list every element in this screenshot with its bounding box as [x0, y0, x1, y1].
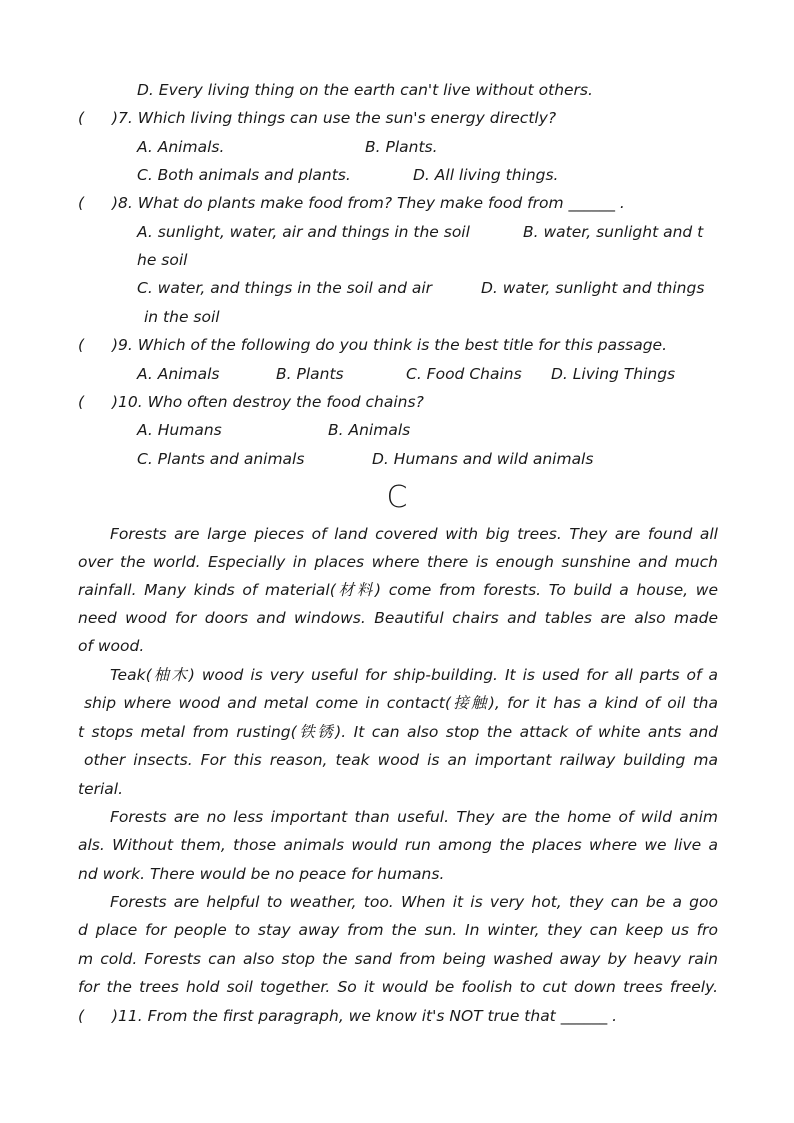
answer-blank-10[interactable]: ( — [78, 393, 85, 411]
section-title: C — [386, 480, 408, 515]
question-9-option-a: A. Animals — [137, 365, 220, 383]
question-8-option-b-cont: he soil — [137, 251, 188, 269]
passage-line: m cold. Forests can also stop the sand from being washed away by heavy rain — [78, 950, 718, 968]
question-7-option-b: B. Plants. — [365, 138, 438, 156]
question-9-option-d: D. Living Things — [551, 365, 676, 383]
passage-line: rainfall. Many kinds of material(材料) come from forests. To build a house, we — [78, 581, 718, 599]
passage-line: nd work. There would be no peace for humans. — [78, 865, 445, 883]
passage-line: Forests are no less important than useful. They are the home of wild anim — [110, 808, 718, 826]
question-8-option-a: A. sunlight, water, air and things in the soil — [137, 223, 470, 241]
question-8-option-d-cont: in the soil — [144, 308, 220, 326]
passage-line: for the trees hold soil together. So it would be foolish to cut down trees freely. — [78, 978, 718, 996]
question-10-option-b: B. Animals — [328, 421, 411, 439]
question-7-option-c: C. Both animals and plants. — [137, 166, 351, 184]
passage-line: other insects. For this reason, teak wood is an important railway building ma — [84, 751, 718, 769]
question-6-option-d: D. Every living thing on the earth can't live without others. — [137, 81, 593, 99]
answer-blank-9[interactable]: ( — [78, 336, 85, 354]
question-8-stem: )8. What do plants make food from? They make food from ______ . — [112, 194, 625, 212]
passage-line: als. Without them, those animals would run among the places where we live a — [78, 836, 718, 854]
passage-line: t stops metal from rusting(铁锈). It can also stop the attack of white ants and — [78, 723, 718, 741]
question-11-stem: )11. From the first paragraph, we know it's NOT true that ______ . — [112, 1007, 618, 1025]
question-9-option-b: B. Plants — [276, 365, 344, 383]
passage-line: Teak(柚木) wood is very useful for ship-building. It is used for all parts of a — [110, 666, 718, 684]
question-9-option-c: C. Food Chains — [406, 365, 522, 383]
passage-line: terial. — [78, 780, 124, 798]
answer-blank-7[interactable]: ( — [78, 109, 85, 127]
answer-blank-8[interactable]: ( — [78, 194, 85, 212]
question-10-option-d: D. Humans and wild animals — [372, 450, 594, 468]
passage-line: d place for people to stay away from the sun. In winter, they can keep us fro — [78, 921, 718, 939]
question-8-option-b: B. water, sunlight and t — [523, 223, 704, 241]
question-10-option-a: A. Humans — [137, 421, 222, 439]
passage-line: of wood. — [78, 637, 145, 655]
question-7-option-d: D. All living things. — [413, 166, 559, 184]
question-7-stem: )7. Which living things can use the sun's energy directly? — [112, 109, 557, 127]
question-10-option-c: C. Plants and animals — [137, 450, 305, 468]
passage-line: Forests are large pieces of land covered with big trees. They are found all — [110, 525, 718, 543]
answer-blank-11[interactable]: ( — [78, 1007, 85, 1025]
question-7-option-a: A. Animals. — [137, 138, 225, 156]
question-8-option-c: C. water, and things in the soil and air — [137, 279, 433, 297]
question-10-stem: )10. Who often destroy the food chains? — [112, 393, 424, 411]
passage-line: need wood for doors and windows. Beautiful chairs and tables are also made — [78, 609, 718, 627]
question-8-option-d: D. water, sunlight and things — [481, 279, 705, 297]
question-9-stem: )9. Which of the following do you think is the best title for this passage. — [112, 336, 668, 354]
passage-line: Forests are helpful to weather, too. When it is very hot, they can be a goo — [110, 893, 718, 911]
passage-line: over the world. Especially in places where there is enough sunshine and much — [78, 553, 718, 571]
passage-line: ship where wood and metal come in contact(接触), for it has a kind of oil tha — [84, 694, 718, 712]
